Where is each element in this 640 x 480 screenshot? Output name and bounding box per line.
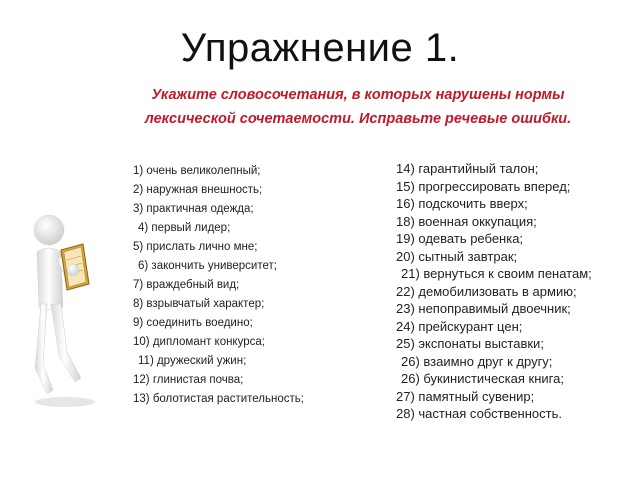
list-item: 18) военная оккупация;: [396, 213, 537, 229]
list-item: 21) вернуться к своим пенатам;: [401, 266, 592, 281]
list-item: 22) демобилизовать в армию;: [396, 283, 577, 299]
reading-person-illustration: [25, 212, 105, 412]
list-item: 27) памятный сувенир;: [396, 388, 535, 404]
list-item: 8) взрывчатый характер;: [133, 298, 265, 310]
list-item: 9) соединить воедино;: [133, 317, 253, 329]
list-item: 11) дружеский ужин;: [138, 355, 247, 367]
instruction-text: [118, 83, 598, 131]
list-item: 1) очень великолепный;: [133, 165, 261, 177]
list-item: 28) частная собственность.: [396, 406, 562, 421]
list-item: 26) взаимно друг к другу;: [401, 353, 553, 369]
list-item: 12) глинистая почва;: [133, 374, 244, 386]
list-item: 13) болотистая растительность;: [133, 393, 304, 405]
exercise-list-right: [396, 160, 592, 423]
list-item: 15) прогрессировать вперед;: [396, 178, 571, 194]
list-item: 10) дипломант конкурса;: [133, 336, 265, 348]
list-item: 3) практичная одежда;: [133, 203, 254, 215]
list-item: 2) наружная внешность;: [133, 184, 263, 196]
list-item: 24) прейскурант цен;: [396, 318, 523, 334]
list-item: 14) гарантийный талон;: [396, 161, 539, 176]
list-item: 23) непоправимый двоечник;: [396, 301, 571, 316]
list-item: 19) одевать ребенка;: [396, 231, 524, 246]
list-item: 6) закончить университет;: [138, 260, 277, 272]
instruction-line: Укажите словосочетания, в которых нарушены нормы: [151, 87, 565, 103]
list-item: 26) букинистическая книга;: [401, 371, 564, 386]
instruction-line: лексической сочетаемости. Исправьте речевые ошибки.: [144, 111, 572, 127]
list-item: 16) подскочить вверх;: [396, 196, 528, 211]
exercise-list-left: [133, 162, 304, 409]
list-item: 4) первый лидер;: [138, 222, 231, 234]
list-item: 5) прислать лично мне;: [133, 241, 258, 253]
list-item: 7) враждебный вид;: [133, 279, 240, 291]
slide-title: Упражнение 1.: [180, 26, 460, 70]
list-item: 25) экспонаты выставки;: [396, 336, 544, 351]
list-item: 20) сытный завтрак;: [396, 248, 518, 264]
